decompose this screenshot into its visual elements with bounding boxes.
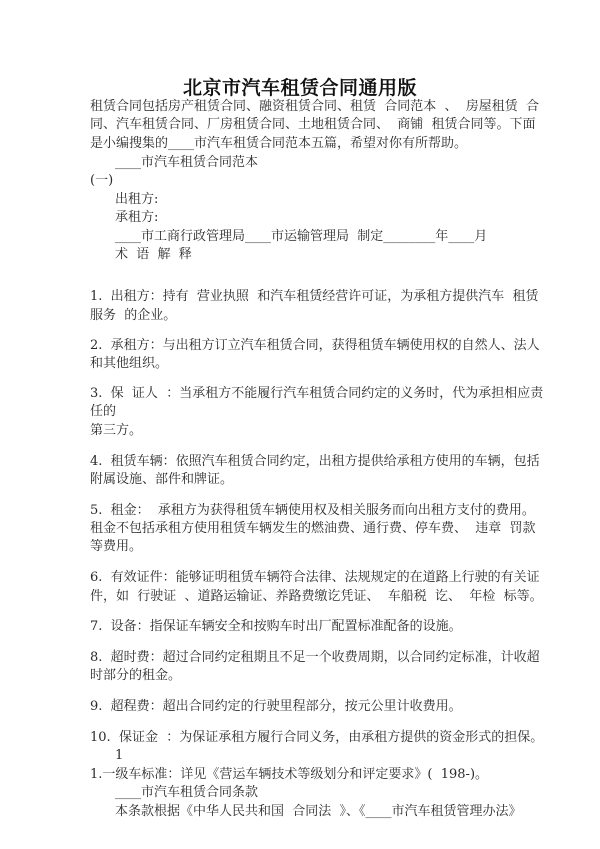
term-8: 8. 超时费：超过合同约定租期且不足一个收费周期，以合同约定标准，计收超 [90,650,540,665]
term-10-cont: 1 [115,748,124,763]
term-2-cont: 和其他组织。 [90,356,169,371]
vehicle-standard: 1.一级车标准：详见《营运车辆技术等级划分和评定要求》( 198-)。 [90,767,489,782]
term-3: 3. 保 证人 ：当承租方不能履行汽车租赁合同约定的义务时，代为承担相应责 [90,386,544,401]
term-6-cont: 件，如 行驶证 、道路运输证、养路费缴讫凭证、 车船税 讫、 年检 标等。 [90,589,543,604]
term-5-cont: 等费用。 [90,539,143,554]
intro-line: 同、汽车租赁合同、厂房租赁合同、土地租赁合同、 商铺 租赁合同等。下面 [90,117,536,132]
clauses-heading: ____市汽车租赁合同条款 [115,785,259,800]
issuer-line: ____市工商行政管理局____市运输管理局 制定________年____月 [115,229,488,244]
intro-line: 是小编搜集的____市汽车租赁合同范本五篇，希望对你有所帮助。 [90,136,468,151]
term-1: 1. 出租方：持有 营业执照 和汽车租赁经营许可证，为承租方提供汽车 租赁 [90,289,539,304]
term-5-cont: 租金不包括承租方使用租赁车辆发生的燃油费、通行费、停车费、 违章 罚款 [90,521,536,536]
lessor-label: 出租方: [115,192,159,207]
lessee-label: 承租方: [115,210,159,225]
term-9: 9. 超程费：超出合同约定的行驶里程部分，按元公里计收费用。 [90,699,462,714]
term-2: 2. 承租方：与出租方订立汽车租赁合同，获得租赁车辆使用权的自然人、法人 [90,338,540,353]
term-1-cont: 服务 的企业。 [90,308,177,323]
term-5: 5. 租金： 承租方为获得租赁车辆使用权及相关服务而向出租方支付的费用。 [90,503,535,518]
terms-heading: 术 语 解 释 [115,247,192,262]
clauses-basis: 本条款根据《中华人民共和国 合同法 》、《____市汽车租赁管理办法》 [115,804,522,819]
term-10: 10. 保证金 ：为保证承租方履行合同义务，由承租方提供的资金形式的担保。 [90,730,544,745]
document-title: 北京市汽车租赁合同通用版 [182,77,417,99]
term-3-cont: 第三方。 [90,423,143,438]
intro-line: 租赁合同包括房产租赁合同、融资租赁合同、租赁 合同范本 、 房屋租赁 合 [90,99,540,114]
term-4-cont: 附属设施、部件和牌证。 [90,472,234,487]
term-7: 7. 设备：指保证车辆安全和按购车时出厂配置标准配备的设施。 [90,619,462,634]
section-heading: ____市汽车租赁合同范本 [115,155,259,170]
section-number: (一) [90,173,114,188]
term-6: 6. 有效证件：能够证明租赁车辆符合法律、法规规定的在道路上行驶的有关证 [90,570,540,585]
term-4: 4. 租赁车辆：依照汽车租赁合同约定，出租方提供给承租方使用的车辆，包括 [90,454,540,469]
term-8-cont: 时部分的租金。 [90,668,182,683]
term-3-cont: 任的 [90,404,117,419]
